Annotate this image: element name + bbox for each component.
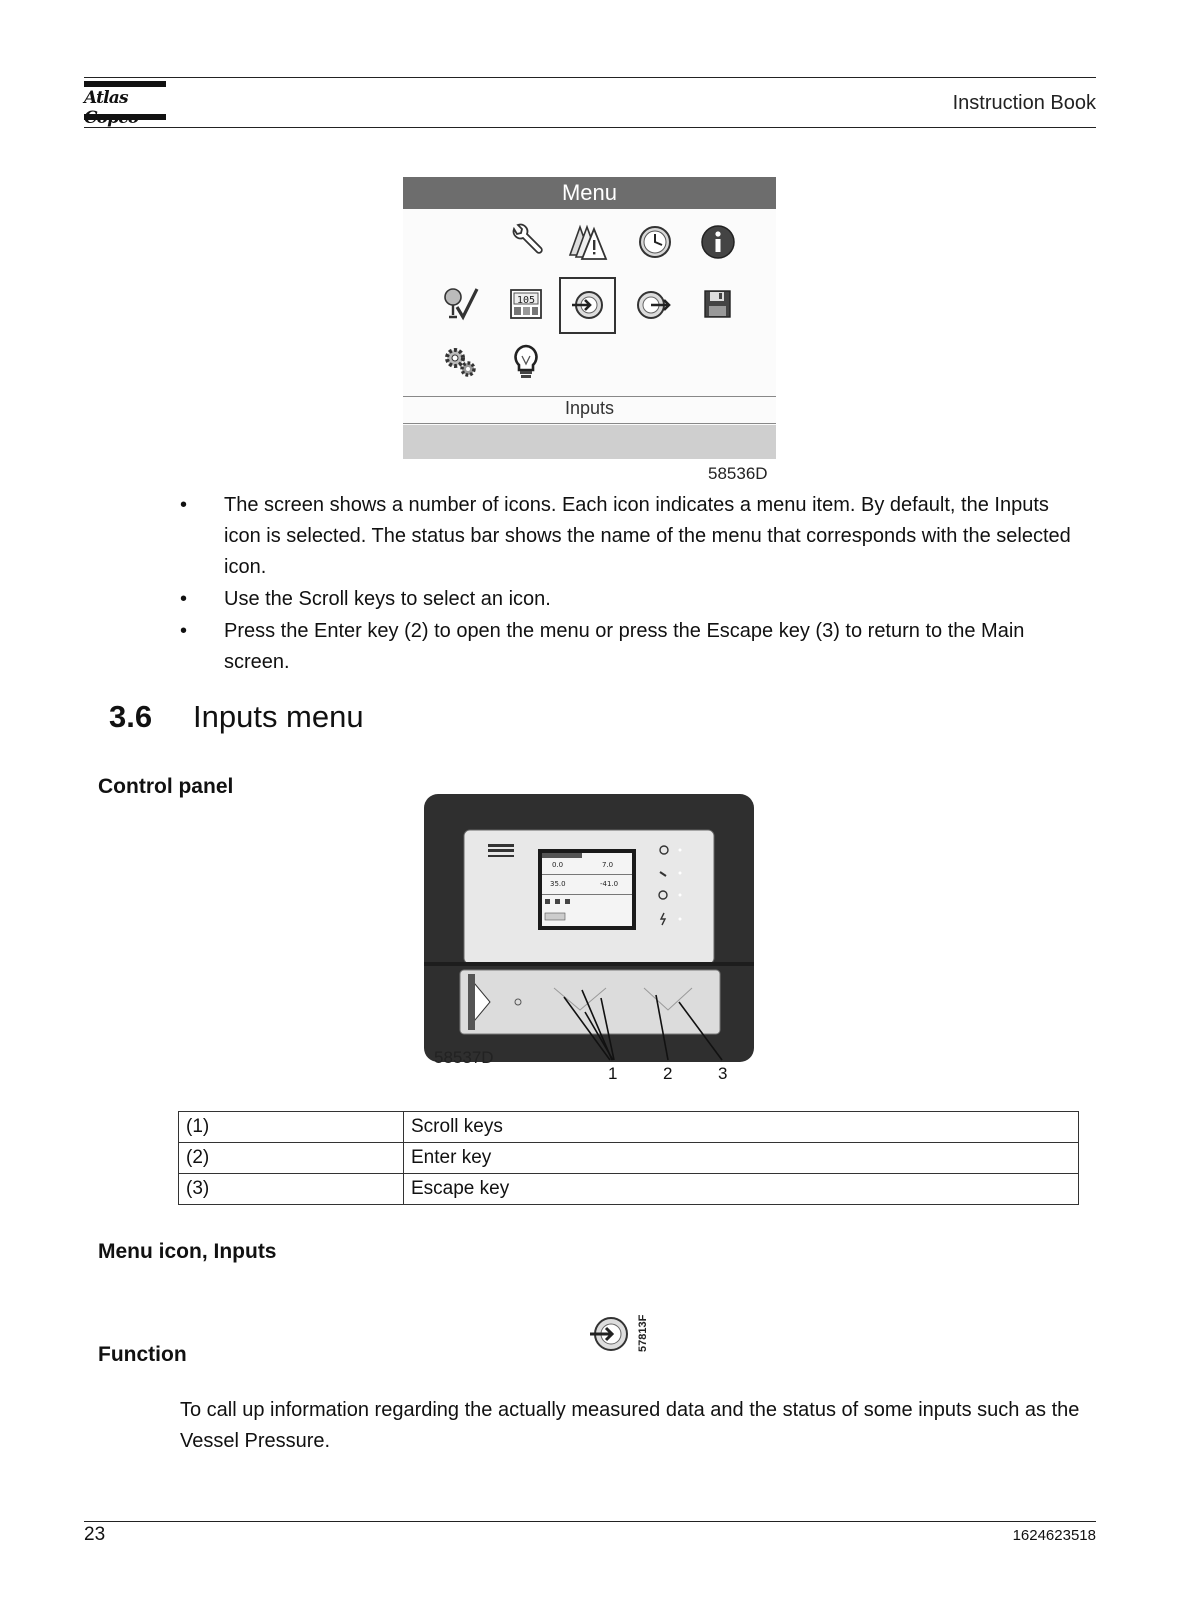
info-icon (698, 222, 738, 262)
keys-table (178, 1111, 1079, 1205)
counter-105-icon (506, 284, 546, 324)
status-bar-rule-bottom (403, 423, 776, 424)
table-cell-ref: (2) (179, 1143, 404, 1174)
menu-screen-figure (403, 177, 776, 459)
logo-bar-top (84, 81, 166, 87)
status-bar-rule-top (403, 396, 776, 397)
save-icon (697, 284, 737, 324)
header-rule-bottom (84, 127, 1096, 128)
bullet-text: The screen shows a number of icons. Each icon indicates a menu item. By default, the Inputs icon is selected. The status bar shows the name of the menu that corresponds with the selected icon. (224, 494, 1071, 578)
table-cell-desc: Scroll keys (404, 1112, 1079, 1143)
menu-icon-heading: Menu icon, Inputs (98, 1240, 277, 1263)
atlas-copco-logo: Atlas (84, 88, 128, 108)
inputs-icon[interactable] (568, 285, 608, 325)
bullet-text: Use the Scroll keys to select an icon. (224, 588, 551, 610)
menu-figure-id: 58536D (708, 464, 768, 483)
callout-escape-key: 3 (718, 1064, 728, 1083)
function-description: To call up information regarding the actually measured data and the status of some inputs such as the Vessel Pressure. (180, 1399, 1080, 1452)
warning-triangles-icon (568, 221, 608, 261)
table-cell-ref: (1) (179, 1112, 404, 1143)
light-bulb-icon (506, 342, 546, 382)
function-heading: Function (98, 1343, 187, 1366)
clock-icon (635, 222, 675, 262)
inputs-menu-icon-figure (588, 1310, 650, 1360)
bullet-text: Press the Enter key (2) to open the menu or press the Escape key (3) to return to the Main screen. (224, 620, 1025, 673)
panel-screen-value: 35.0 (550, 880, 566, 888)
menu-screen-title: Menu (403, 177, 776, 209)
document-number: 1624623518 (1012, 1527, 1096, 1544)
table-row (179, 1143, 1079, 1174)
table-row (179, 1174, 1079, 1205)
bullet-item: • Use the Scroll keys to select an icon. (180, 588, 551, 610)
callout-enter-key: 2 (663, 1064, 673, 1083)
table-cell-desc: Enter key (404, 1143, 1079, 1174)
document-title: Instruction Book (952, 92, 1096, 114)
panel-screen-value: 7.0 (602, 861, 614, 869)
menu-bottom-bar (403, 425, 776, 459)
section-number: 3.6 (109, 699, 153, 734)
logo-bar-bottom (84, 114, 166, 120)
section-title: Inputs menu (193, 699, 364, 734)
svg-text:105: 105 (516, 295, 536, 306)
menu-status-label: Inputs (564, 398, 615, 418)
control-panel-figure (424, 794, 754, 1083)
panel-screen-value: 0.0 (552, 861, 564, 869)
check-mark-icon (441, 283, 481, 323)
bullet-item: • The screen shows a number of icons. Each icon indicates a menu item. By default, the Inputs icon is selected. The status bar shows the name of the menu that corresponds with the selected icon. (180, 494, 1071, 578)
header-rule-top (84, 77, 1096, 78)
bullet-list (176, 490, 1086, 679)
icon-figure-id: 57813F (637, 1314, 649, 1352)
wrench-icon (506, 222, 546, 262)
callout-scroll-keys: 1 (608, 1064, 618, 1083)
panel-screen-value: -41.0 (600, 880, 619, 888)
page-number: 23 (84, 1524, 106, 1545)
table-cell-desc: Escape key (404, 1174, 1079, 1205)
control-panel-heading: Control panel (98, 775, 234, 798)
footer-rule (84, 1521, 1096, 1522)
table-row (179, 1112, 1079, 1143)
panel-figure-id: 58537D (434, 1048, 494, 1067)
bullet-item: • Press the Enter key (2) to open the menu or press the Escape key (3) to return to the Main screen. (180, 620, 1025, 673)
settings-gears-icon (441, 342, 481, 382)
table-cell-ref: (3) (179, 1174, 404, 1205)
outputs-icon (633, 285, 673, 325)
